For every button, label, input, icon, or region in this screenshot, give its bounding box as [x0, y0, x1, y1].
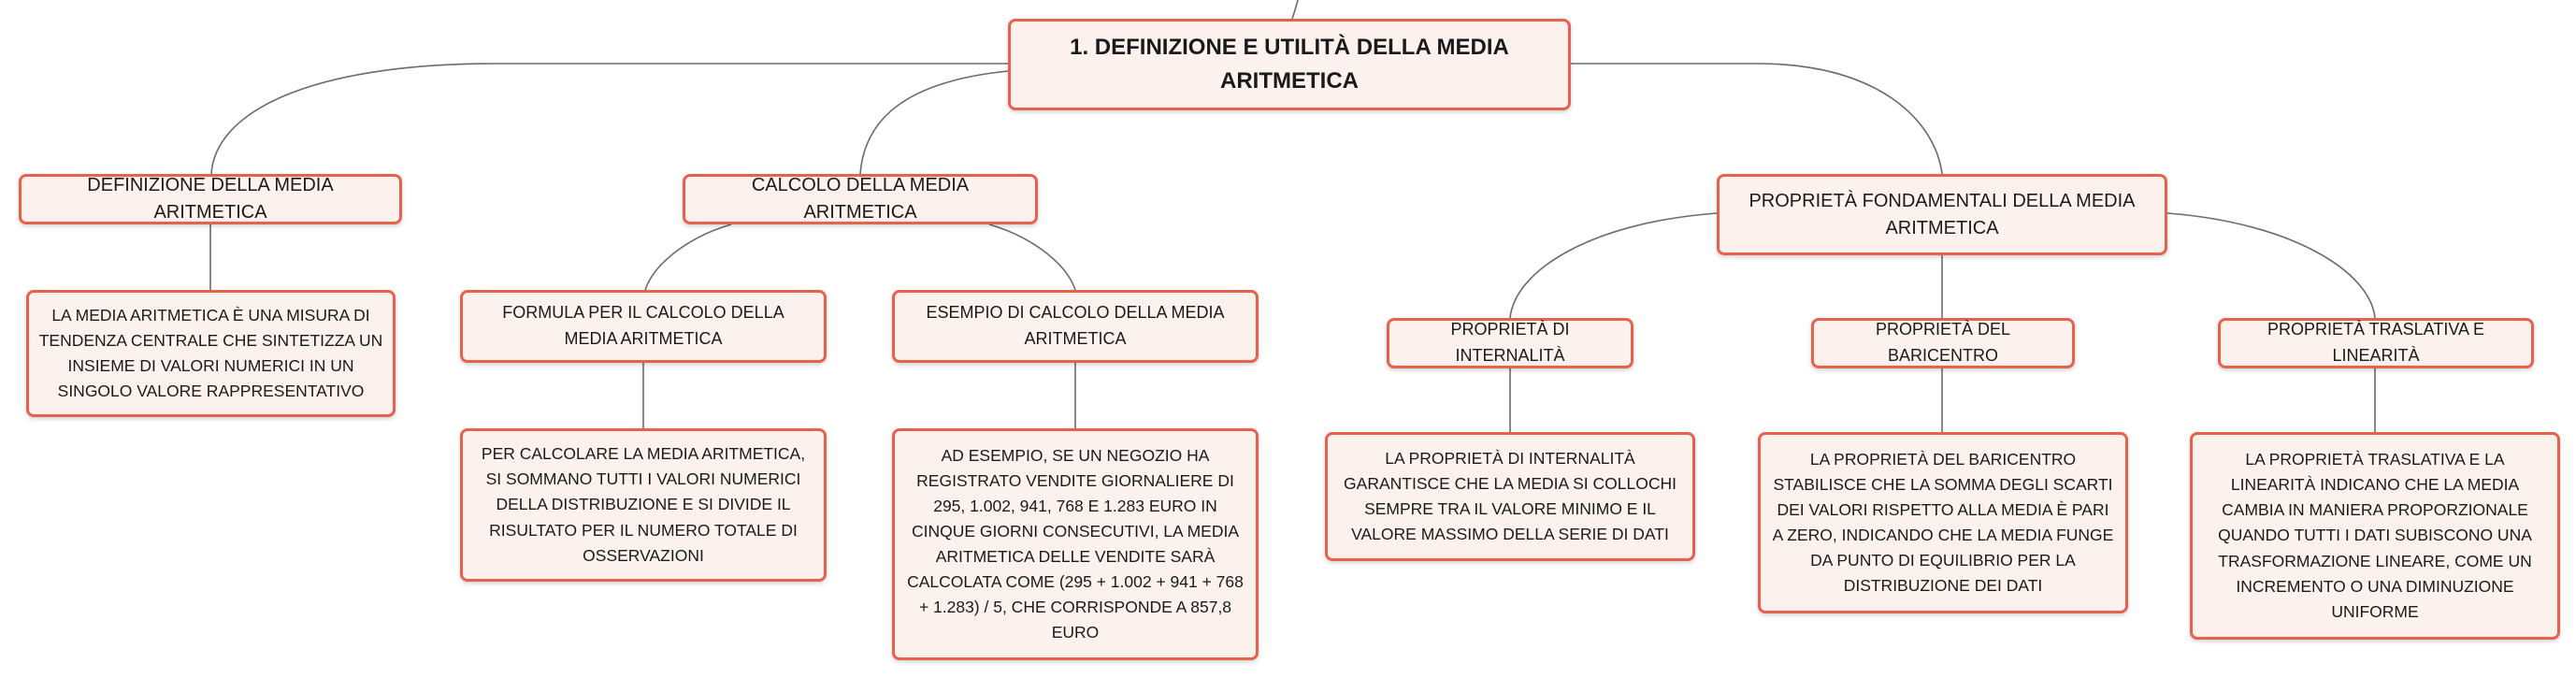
node-calcolo[interactable] — [683, 174, 1038, 224]
node-calcolo-label: CALCOLO DELLA MEDIA ARITMETICA — [751, 175, 970, 223]
connector-calcolo-esempio — [989, 224, 1075, 290]
node-internalita-detail-text: LA PROPRIETÀ DI INTERNALITÀ GARANTISCE CHE LA MEDIA SI COLLOCHI SEMPRE TRA IL VALORE MINIMO E IL VALORE MASSIMO DELLA SERIE DI DATI — [1344, 448, 1677, 544]
root-node[interactable] — [1008, 19, 1571, 110]
root-label: 1. DEFINIZIONE E UTILITÀ DELLA MEDIA ARITMETICA — [1070, 35, 1509, 94]
node-esempio-detail[interactable] — [892, 428, 1259, 660]
node-definizione-detail[interactable] — [26, 290, 396, 417]
node-internalita[interactable] — [1387, 318, 1633, 368]
connector-calcolo-formula — [645, 224, 731, 290]
node-proprieta-label: PROPRIETÀ FONDAMENTALI DELLA MEDIA ARITMETICA — [1749, 190, 2136, 238]
node-traslativa-detail[interactable] — [2190, 432, 2560, 640]
connector-root-parent — [1292, 0, 1298, 19]
node-traslativa-detail-text: LA PROPRIETÀ TRASLATIVA E LA LINEARITÀ INDICANO CHE LA MEDIA CAMBIA IN MANIERA PROPORZIONALE QUANDO TUTTI I DATI SUBISCONO UNA TRASFORMAZIONE LINEARE, COME UN INCREMENTO O UNA DIMINUZIONE UNIFORME — [2218, 450, 2532, 621]
node-esempio-label: ESEMPIO DI CALCOLO DELLA MEDIA ARITMETICA — [926, 303, 1225, 348]
node-definizione[interactable] — [19, 174, 402, 224]
connector-proprieta-traslativa — [2167, 213, 2375, 318]
node-baricentro-detail-text: LA PROPRIETÀ DEL BARICENTRO STABILISCE CHE LA SOMMA DEGLI SCARTI DEI VALORI RISPETTO ALLA MEDIA È PARI A ZERO, INDICANDO CHE LA MEDIA FUNGE DA PUNTO DI EQUILIBRIO PER LA DISTRIBUZIONE DEI DATI — [1772, 449, 2114, 596]
node-baricentro-detail[interactable] — [1758, 432, 2128, 613]
node-traslativa[interactable] — [2218, 318, 2534, 368]
connector-root-definizione — [211, 64, 1008, 174]
node-esempio-detail-text: AD ESEMPIO, SE UN NEGOZIO HA REGISTRATO VENDITE GIORNALIERE DI 295, 1.002, 941, 768 E 1.283 EURO IN CINQUE GIORNI CONSECUTIVI, LA MEDIA ARITMETICA DELLE VENDITE SARÀ CALCOLATA COME (295 + 1.002 + 941 + 768 + 1.283) / 5, CHE CORRISPONDE A 857,8 EURO — [907, 445, 1244, 642]
node-internalita-label: PROPRIETÀ DI INTERNALITÀ — [1450, 320, 1570, 365]
connector-root-calcolo — [860, 71, 1008, 174]
node-proprieta[interactable] — [1717, 174, 2167, 255]
node-internalita-detail[interactable] — [1325, 432, 1695, 561]
node-formula-detail[interactable] — [460, 428, 827, 582]
node-esempio[interactable] — [892, 290, 1259, 363]
connector-root-proprieta — [1571, 64, 1942, 174]
node-formula-label: FORMULA PER IL CALCOLO DELLA MEDIA ARITMETICA — [502, 303, 784, 348]
connector-proprieta-internalita — [1510, 213, 1717, 318]
node-baricentro-label: PROPRIETÀ DEL BARICENTRO — [1875, 320, 2011, 365]
node-traslativa-label: PROPRIETÀ TRASLATIVA E LINEARITÀ — [2267, 320, 2485, 365]
node-formula-detail-text: PER CALCOLARE LA MEDIA ARITMETICA, SI SOMMANO TUTTI I VALORI NUMERICI DELLA DISTRIBUZIONE E SI DIVIDE IL RISULTATO PER IL NUMERO TOTALE DI OSSERVAZIONI — [481, 444, 806, 565]
node-definizione-detail-text: LA MEDIA ARITMETICA È UNA MISURA DI TENDENZA CENTRALE CHE SINTETIZZA UN INSIEME DI VALORI NUMERICI IN UN SINGOLO VALORE RAPPRESENTATIVO — [38, 305, 383, 401]
node-baricentro[interactable] — [1811, 318, 2075, 368]
node-definizione-label: DEFINIZIONE DELLA MEDIA ARITMETICA — [87, 175, 334, 223]
node-formula[interactable] — [460, 290, 827, 363]
